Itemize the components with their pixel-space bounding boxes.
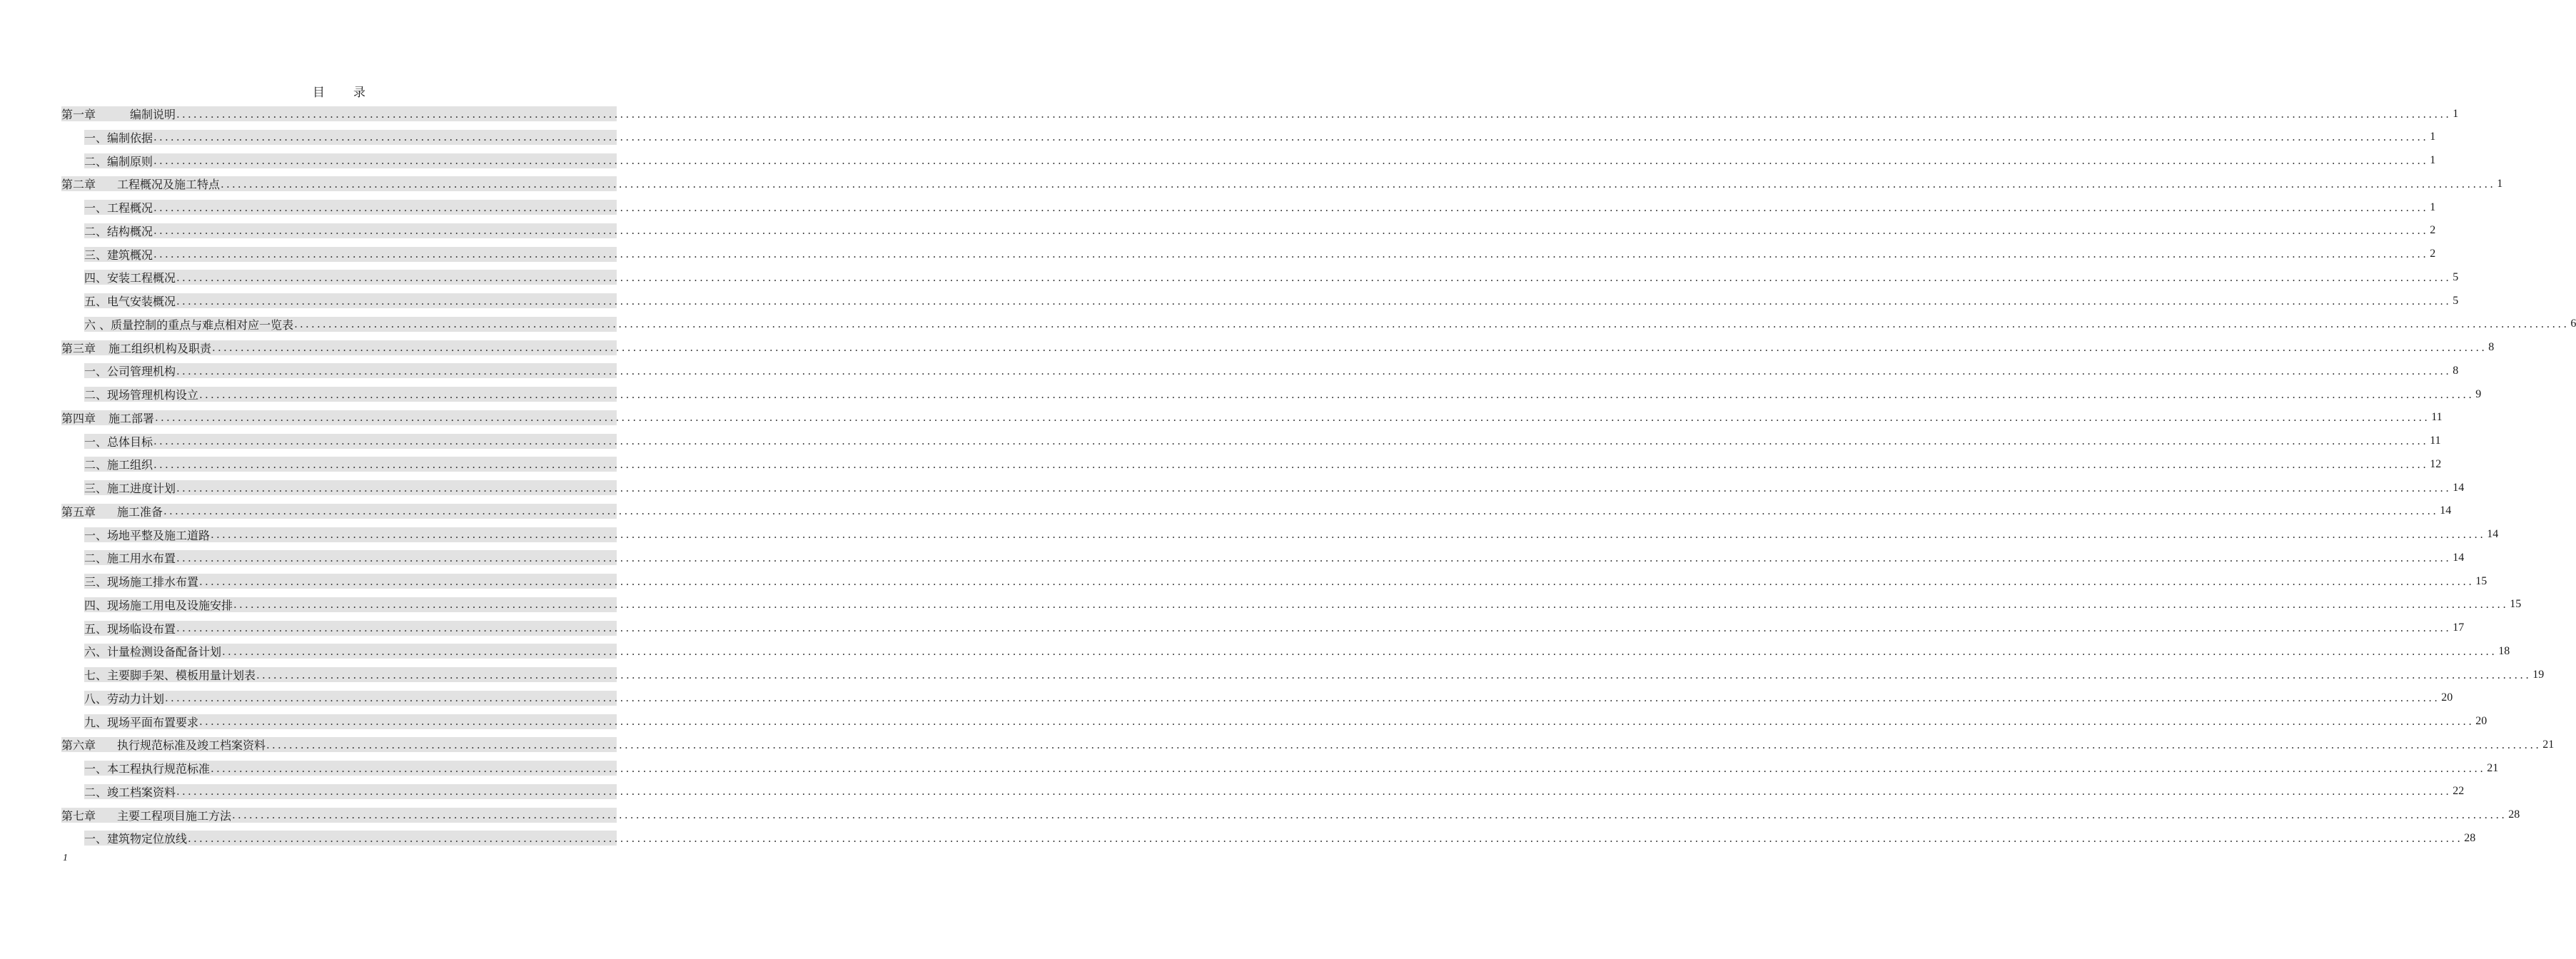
toc-entry-text: 施工准备 [117, 504, 163, 519]
toc-section-entry[interactable] [61, 198, 2436, 222]
toc-page-number: 1 [2453, 107, 2459, 120]
dot-leader: ................................................................................................................................................................................................................................................................................................................................................................................................................ [155, 411, 2430, 425]
toc-entry-text: 五、电气安装概况 [84, 295, 176, 308]
toc-entry-text: 执行规范标准及竣工档案资料 [117, 739, 266, 753]
toc-page-number: 21 [2487, 761, 2499, 774]
dot-leader: ................................................................................................................................................................................................................................................................................................................................................................................................................ [221, 177, 2496, 191]
dot-leader: ................................................................................................................................................................................................................................................................................................................................................................................................................ [153, 457, 2429, 471]
dot-leader: ................................................................................................................................................................................................................................................................................................................................................................................................................ [153, 435, 2429, 447]
toc-page-number: 11 [2430, 435, 2441, 447]
chapter-number: 第一章 [61, 108, 96, 121]
toc-entry-label [84, 246, 153, 263]
toc-entry-text: 二、结构概况 [84, 224, 153, 238]
toc-page-number: 14 [2440, 504, 2452, 517]
toc-entry-text: 七、主要脚手架、模板用量计划表 [84, 669, 256, 682]
toc-entry-text: 施工组织机构及职责 [108, 341, 212, 355]
dot-leader: ................................................................................................................................................................................................................................................................................................................................................................................................................ [153, 248, 2429, 260]
toc-page-number: 20 [2475, 715, 2487, 727]
toc-entry-label [84, 527, 210, 543]
toc-title-right: 录 [353, 86, 365, 100]
toc-entry-bar[interactable] [84, 223, 2436, 238]
dot-leader: ................................................................................................................................................................................................................................................................................................................................................................................................................ [176, 785, 2452, 798]
toc-entry-bar[interactable] [84, 434, 2441, 449]
toc-entry-label [84, 620, 176, 636]
toc-page-number: 8 [2488, 341, 2495, 353]
table-of-contents [61, 105, 2576, 853]
toc-entry-label [84, 573, 198, 589]
dot-leader: ................................................................................................................................................................................................................................................................................................................................................................................................................ [176, 270, 2452, 284]
toc-entry-label [61, 340, 211, 356]
dot-leader: ................................................................................................................................................................................................................................................................................................................................................................................................................ [294, 318, 2570, 331]
toc-chapter-entry[interactable] [61, 175, 2503, 198]
toc-page-number: 14 [2453, 481, 2465, 494]
toc-chapter-entry[interactable] [61, 339, 2495, 362]
toc-page-number: 28 [2508, 808, 2520, 821]
toc-entry-bar[interactable] [84, 293, 2459, 308]
chapter-number: 第六章 [61, 739, 96, 753]
toc-entry-label [84, 293, 176, 309]
toc-entry-text: 一、本工程执行规范标准 [84, 762, 211, 776]
toc-page-number: 1 [2497, 177, 2503, 190]
toc-entry-label [61, 410, 154, 426]
dot-leader: ................................................................................................................................................................................................................................................................................................................................................................................................................ [211, 528, 2486, 541]
dot-leader: ................................................................................................................................................................................................................................................................................................................................................................................................................ [176, 551, 2452, 564]
dot-leader: ................................................................................................................................................................................................................................................................................................................................................................................................................ [176, 364, 2452, 377]
dot-leader: ................................................................................................................................................................................................................................................................................................................................................................................................................ [176, 294, 2452, 308]
toc-entry-bar[interactable] [61, 106, 2459, 121]
toc-entry-label [61, 176, 220, 192]
toc-entry-bar[interactable] [84, 784, 2465, 799]
toc-section-entry[interactable] [61, 292, 2459, 315]
toc-section-entry[interactable] [61, 315, 2576, 339]
toc-page-number: 14 [2487, 528, 2499, 540]
toc-entry-label [84, 456, 153, 472]
toc-page-number: 9 [2475, 387, 2482, 400]
toc-entry-text: 一、工程概况 [84, 201, 153, 215]
toc-entry-bar[interactable] [84, 644, 2510, 659]
toc-entry-bar[interactable] [84, 574, 2487, 589]
toc-section-entry[interactable] [61, 432, 2441, 456]
toc-entry-bar[interactable] [61, 410, 2443, 425]
toc-page-number: 1 [2430, 154, 2436, 166]
toc-page-number: 15 [2510, 598, 2522, 611]
chapter-number: 第三章 [61, 341, 96, 355]
toc-entry-bar[interactable] [84, 831, 2476, 846]
toc-entry-label [84, 549, 176, 566]
toc-entry-text: 一、场地平整及施工道路 [84, 528, 211, 542]
toc-section-entry[interactable] [61, 759, 2499, 783]
toc-entry-bar[interactable] [61, 176, 2503, 192]
toc-entry-text: 三、施工进度计划 [84, 482, 176, 495]
dot-leader: ................................................................................................................................................................................................................................................................................................................................................................................................................ [153, 131, 2429, 144]
toc-page-number: 22 [2453, 785, 2465, 798]
toc-section-entry[interactable] [61, 596, 2522, 619]
toc-entry-label [84, 433, 153, 450]
toc-page-number: 11 [2431, 411, 2443, 424]
chapter-number: 第四章 [61, 411, 96, 425]
toc-section-entry[interactable] [61, 666, 2545, 689]
toc-entry-bar[interactable] [61, 808, 2520, 823]
toc-entry-bar[interactable] [61, 340, 2495, 355]
toc-entry-text: 一、编制依据 [84, 131, 153, 145]
toc-entry-bar[interactable] [61, 737, 2555, 753]
toc-entry-label [84, 714, 198, 730]
toc-entry-bar[interactable] [84, 597, 2522, 612]
toc-entry-text: 一、建筑物定位放线 [84, 832, 188, 846]
dot-leader: ................................................................................................................................................................................................................................................................................................................................................................................................................ [256, 668, 2532, 681]
toc-section-entry[interactable] [61, 549, 2465, 572]
toc-entry-bar[interactable] [84, 130, 2436, 145]
toc-entry-text: 四、安装工程概况 [84, 271, 176, 285]
toc-section-entry[interactable] [61, 783, 2465, 806]
toc-entry-label [84, 480, 176, 496]
chapter-number: 第七章 [61, 808, 96, 823]
dot-leader: ................................................................................................................................................................................................................................................................................................................................................................................................................ [176, 481, 2452, 494]
toc-section-entry[interactable] [61, 479, 2465, 502]
toc-page-number: 8 [2453, 364, 2459, 377]
toc-page-number: 14 [2453, 551, 2465, 564]
toc-page-number: 15 [2475, 574, 2487, 587]
toc-entry-label [84, 597, 233, 613]
toc-section-entry[interactable] [61, 385, 2482, 409]
toc-page-number: 20 [2441, 691, 2453, 704]
dot-leader: ................................................................................................................................................................................................................................................................................................................................................................................................................ [188, 831, 2463, 845]
toc-section-entry[interactable] [61, 245, 2436, 269]
dot-leader: ................................................................................................................................................................................................................................................................................................................................................................................................................ [165, 691, 2440, 705]
toc-section-entry[interactable] [61, 128, 2436, 152]
toc-entry-text: 九、现场平面布置要求 [84, 715, 199, 729]
toc-entry-bar[interactable] [84, 550, 2465, 566]
toc-entry-label [84, 830, 187, 846]
toc-entry-label [84, 760, 210, 776]
toc-entry-label [84, 129, 153, 146]
toc-entry-bar[interactable] [84, 270, 2459, 285]
toc-entry-bar[interactable] [84, 714, 2487, 729]
toc-section-entry[interactable] [61, 642, 2510, 666]
footer-page-number: 1 [63, 853, 68, 863]
toc-section-entry[interactable] [61, 829, 2476, 853]
toc-page-number: 12 [2430, 457, 2442, 470]
toc-section-entry[interactable] [61, 572, 2487, 596]
toc-entry-bar[interactable] [84, 153, 2436, 168]
toc-page-number: 1 [2430, 201, 2436, 213]
toc-entry-text: 工程概况及施工特点 [117, 178, 221, 192]
toc-chapter-entry[interactable] [61, 105, 2459, 128]
toc-entry-label [84, 269, 176, 285]
toc-entry-label [61, 736, 266, 753]
toc-entry-text: 二、编制原则 [84, 154, 153, 168]
toc-page-number: 5 [2453, 270, 2459, 283]
toc-chapter-entry[interactable] [61, 502, 2452, 526]
toc-chapter-entry[interactable] [61, 806, 2520, 830]
toc-entry-bar[interactable] [84, 480, 2465, 495]
toc-entry-bar[interactable] [84, 317, 2576, 332]
dot-leader: ................................................................................................................................................................................................................................................................................................................................................................................................................ [199, 387, 2475, 401]
toc-section-entry[interactable] [61, 689, 2453, 713]
toc-section-entry[interactable] [61, 268, 2459, 292]
toc-page-number: 2 [2430, 248, 2436, 260]
dot-leader: ................................................................................................................................................................................................................................................................................................................................................................................................................ [153, 224, 2429, 238]
toc-chapter-entry[interactable] [61, 409, 2443, 432]
toc-page-number: 17 [2453, 621, 2465, 634]
toc-entry-bar[interactable] [84, 761, 2499, 776]
toc-section-entry[interactable] [61, 619, 2465, 643]
toc-entry-bar[interactable] [84, 621, 2465, 636]
toc-page-number: 1 [2430, 131, 2436, 143]
toc-entry-text: 主要工程项目施工方法 [117, 808, 232, 823]
toc-entry-text: 六 、质量控制的重点与难点相对应一览表 [84, 318, 294, 332]
toc-page-number: 28 [2464, 831, 2476, 844]
toc-entry-text: 二、现场管理机构设立 [84, 388, 199, 402]
dot-leader: ................................................................................................................................................................................................................................................................................................................................................................................................................ [153, 154, 2429, 167]
toc-entry-bar[interactable] [84, 667, 2545, 682]
toc-entry-label [84, 153, 153, 169]
dot-leader: ................................................................................................................................................................................................................................................................................................................................................................................................................ [212, 341, 2487, 354]
toc-section-entry[interactable] [61, 713, 2487, 736]
toc-entry-text: 一、公司管理机构 [84, 365, 176, 379]
toc-entry-label [84, 643, 221, 659]
toc-entry-text: 三、建筑概况 [84, 248, 153, 262]
toc-section-entry[interactable] [61, 152, 2436, 176]
toc-entry-label [84, 223, 153, 239]
toc-section-entry[interactable] [61, 362, 2459, 385]
toc-entry-label [84, 690, 164, 706]
toc-page-number: 19 [2532, 668, 2545, 681]
dot-leader: ................................................................................................................................................................................................................................................................................................................................................................................................................ [233, 598, 2509, 612]
toc-entry-label [84, 783, 176, 800]
toc-entry-label [61, 807, 231, 823]
toc-title [0, 82, 678, 100]
dot-leader: ................................................................................................................................................................................................................................................................................................................................................................................................................ [176, 621, 2452, 634]
toc-entry-label [61, 106, 176, 122]
toc-entry-text: 三、现场施工排水布置 [84, 575, 199, 589]
toc-entry-text: 四、现场施工用电及设施安排 [84, 598, 233, 612]
dot-leader: ................................................................................................................................................................................................................................................................................................................................................................................................................ [199, 574, 2475, 588]
toc-entry-bar[interactable] [84, 691, 2453, 706]
toc-section-entry[interactable] [61, 526, 2499, 549]
toc-page-number: 6 [2570, 318, 2576, 330]
toc-entry-text: 施工部署 [108, 411, 155, 425]
toc-section-entry[interactable] [61, 222, 2436, 245]
toc-page-number: 21 [2542, 738, 2555, 751]
toc-entry-bar[interactable] [84, 527, 2499, 542]
toc-entry-text: 二、施工用水布置 [84, 552, 176, 566]
dot-leader: ................................................................................................................................................................................................................................................................................................................................................................................................................ [266, 738, 2542, 751]
toc-chapter-entry[interactable] [61, 736, 2555, 759]
toc-entry-label [84, 386, 198, 402]
chapter-number: 第二章 [61, 178, 96, 192]
toc-page-number: 2 [2430, 224, 2436, 237]
toc-page-number: 5 [2453, 294, 2459, 307]
toc-page-number: 18 [2498, 644, 2510, 657]
toc-entry-label [84, 199, 153, 215]
dot-leader: ................................................................................................................................................................................................................................................................................................................................................................................................................ [163, 504, 2439, 518]
toc-entry-text: 编制说明 [130, 108, 176, 121]
toc-entry-label [61, 503, 163, 519]
toc-entry-bar[interactable] [61, 504, 2452, 519]
dot-leader: ................................................................................................................................................................................................................................................................................................................................................................................................................ [232, 808, 2507, 821]
toc-entry-text: 一、总体目标 [84, 435, 153, 449]
dot-leader: ................................................................................................................................................................................................................................................................................................................................................................................................................ [153, 201, 2429, 214]
dot-leader: ................................................................................................................................................................................................................................................................................................................................................................................................................ [176, 107, 2452, 121]
toc-entry-bar[interactable] [84, 247, 2436, 262]
dot-leader: ................................................................................................................................................................................................................................................................................................................................................................................................................ [199, 715, 2475, 728]
dot-leader: ................................................................................................................................................................................................................................................................................................................................................................................................................ [211, 761, 2486, 775]
toc-entry-label [84, 362, 176, 379]
toc-entry-text: 六、计量检测设备配备计划 [84, 645, 222, 659]
toc-title-left: 目 [313, 86, 325, 100]
dot-leader: ................................................................................................................................................................................................................................................................................................................................................................................................................ [222, 644, 2497, 658]
toc-entry-bar[interactable] [84, 363, 2459, 379]
toc-entry-text: 二、施工组织 [84, 458, 153, 472]
toc-entry-label [84, 666, 256, 683]
toc-entry-bar[interactable] [84, 200, 2436, 215]
chapter-number: 第五章 [61, 504, 96, 519]
toc-entry-text: 二、竣工档案资料 [84, 785, 176, 799]
toc-entry-label [84, 316, 293, 333]
toc-section-entry[interactable] [61, 455, 2442, 479]
toc-entry-bar[interactable] [84, 457, 2442, 472]
toc-entry-text: 八、劳动力计划 [84, 691, 165, 706]
toc-entry-bar[interactable] [84, 387, 2482, 402]
toc-entry-text: 五、现场临设布置 [84, 621, 176, 636]
